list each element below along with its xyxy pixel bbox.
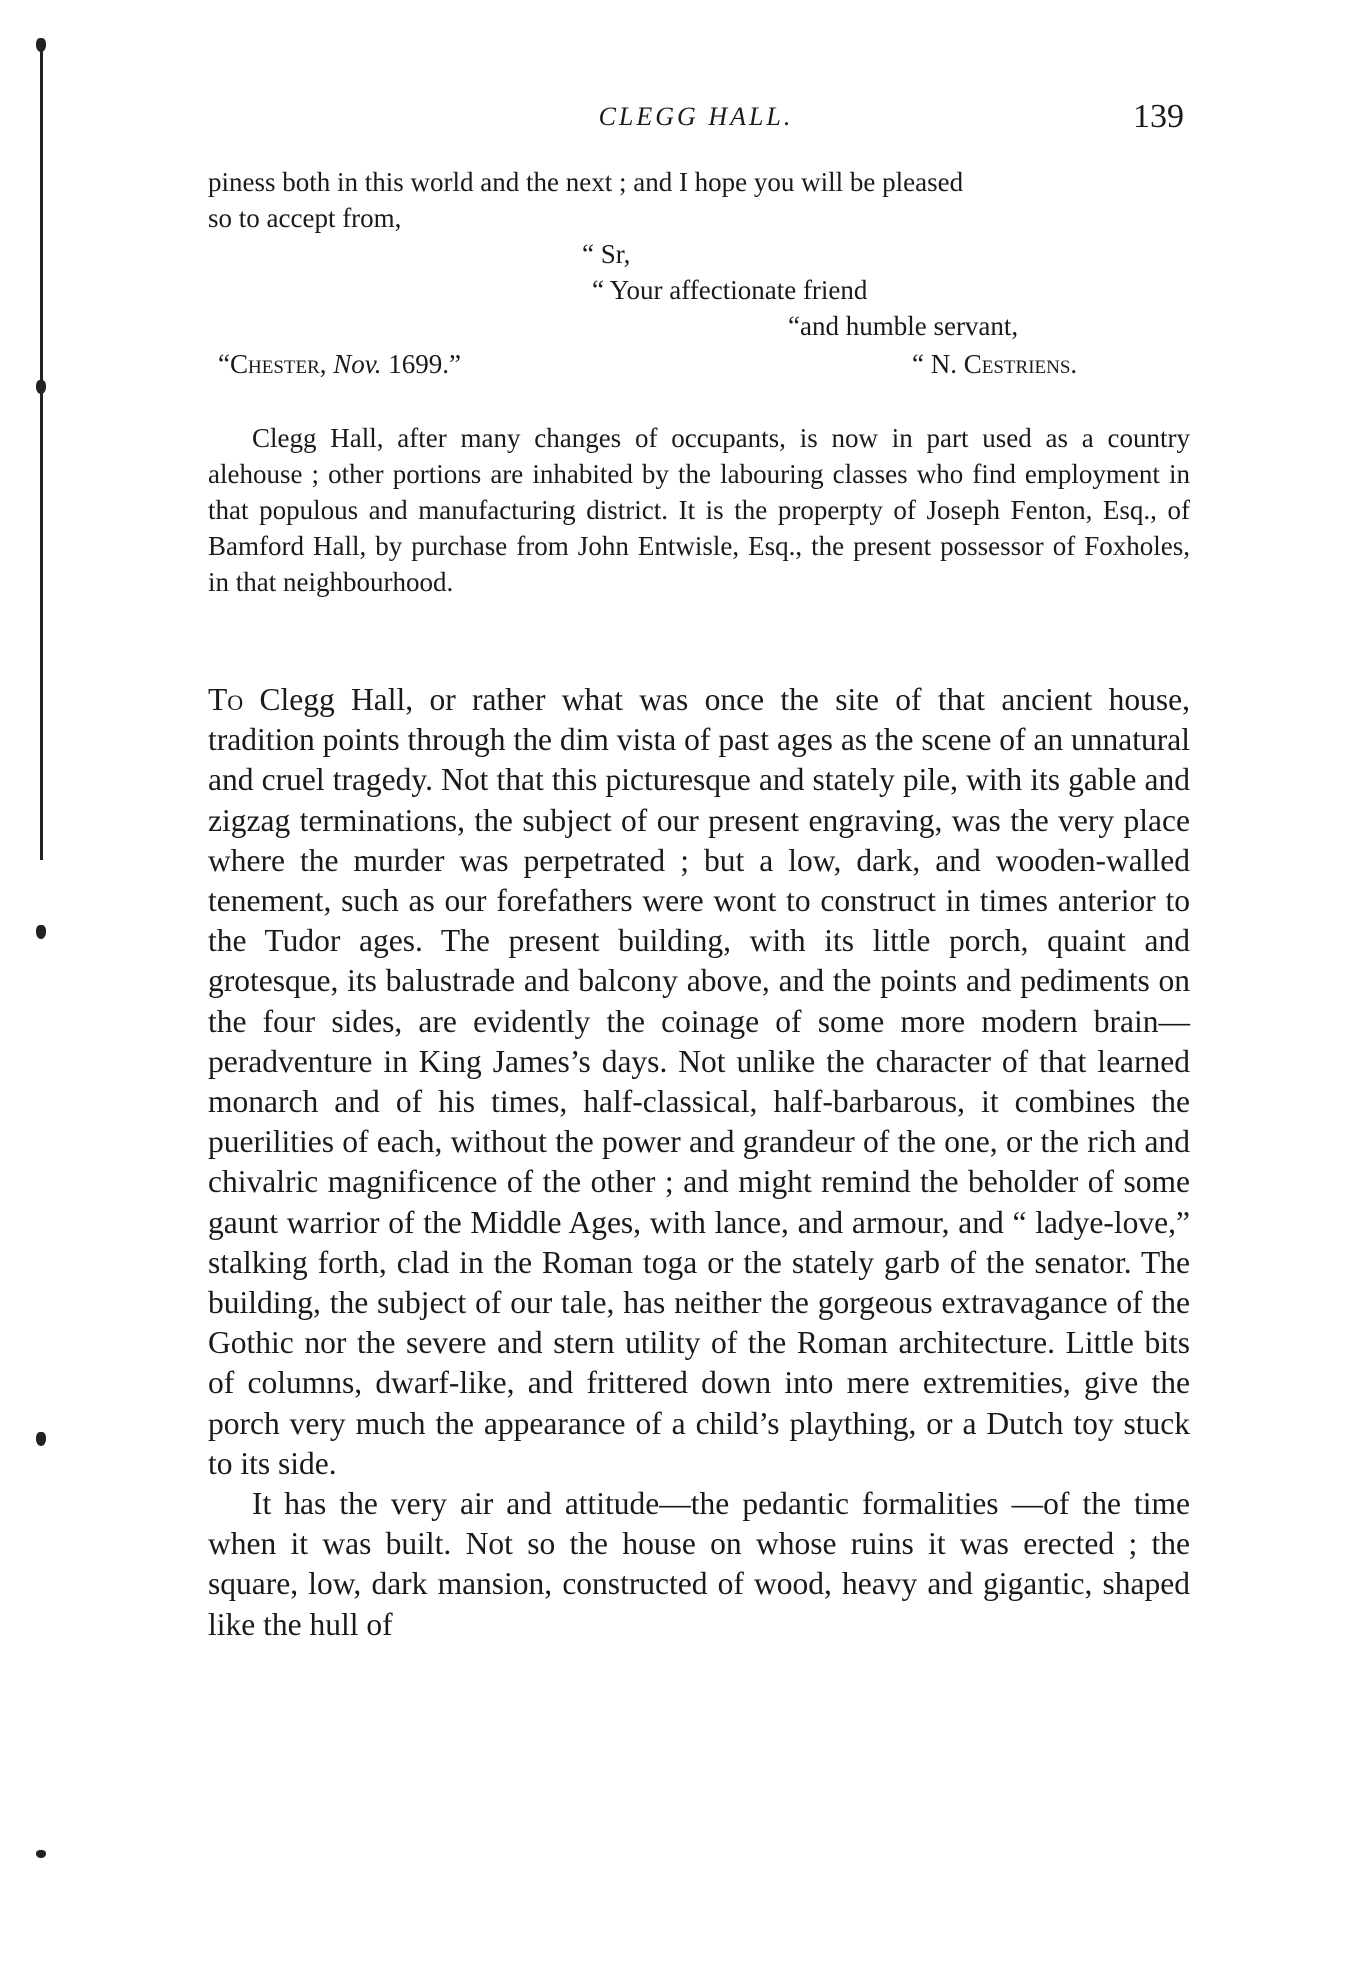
letter-line: so to accept from, [208,203,402,233]
binding-mark [36,38,46,52]
running-title: CLEGG HALL. [598,102,794,131]
letter-signature: “ N. Cestriens. [912,349,1078,379]
letter-text [208,164,1190,236]
letter-place-date [218,346,461,382]
binding-mark [36,1432,46,1446]
paragraph-lead: To [208,682,244,717]
page-header [208,98,1184,138]
letter-place: “Chester, [218,349,334,379]
letter-month: Nov. [333,349,382,379]
letter-year: 1699.” [381,349,462,379]
binding-mark [36,380,46,394]
letter-closing: “and humble servant, [788,311,1019,341]
letter-closing: “ Your affectionate friend [592,275,868,305]
body-paragraph [208,680,1190,1484]
body-text [208,680,1190,1645]
letter-salutation: “ Sr, [582,239,631,269]
paragraph-text: Clegg Hall, or rather what was once the site of that ancient house, tradition points through the dim vista of past ages as the scene of an unnatural and cruel tragedy. Not that this picturesque and stately pile, with its gable and zigzag terminations, the subject of our present engraving, was the very place where the murder was perpetrated ; but a low, dark, and wooden-walled tenement, such as our forefathers were wont to construct in times anterior to the Tudor ages. The present building, with its little porch, quaint and grotesque, its balustrade and balcony above, and the points and pediments on the four sides, are evidently the coinage of some more modern brain—peradventure in King James’s days. Not unlike the character of that learned monarch and of his times, half-classical, half-barbarous, it combines the puerilities of each, without the power and grandeur of the one, or the rich and chivalric magnificence of the other ; and might remind the beholder of some gaunt warrior of the Middle Ages, with lance, and armour, and “ ladye-love,” stalking forth, clad in the Roman toga or the stately garb of the senator. The building, the subject of our tale, has neither the gorgeous extravagance of the Gothic nor the severe and stern utility of the Roman architecture. Little bits of columns, dwarf-like, and frittered down into mere extremities, give the porch very much the appearance of a child’s plaything, or a Dutch toy stuck to its side. [208,682,1190,1481]
binding-edge-line [40,40,43,860]
note-text [208,420,1190,600]
body-paragraph: It has the very air and attitude—the pedantic formalities —of the time when it was built. Not so the house on whose ruins it was erected ; the square, low, dark mansion, constructed of wood, heavy and gigantic, shaped like the hull of [208,1486,1190,1642]
binding-mark [36,925,46,939]
note-paragraph: Clegg Hall, after many changes of occupants, is now in part used as a country alehouse ; other portions are inhabited by the labouring classes who find employment in that populous and manufacturing district. It is the properpty of Joseph Fenton, Esq., of Bamford Hall, by purchase from John Entwisle, Esq., the present possessor of Foxholes, in that neighbourhood. [208,423,1190,597]
letter-line: piness both in this world and the next ; and I hope you will be pleased [208,167,964,197]
binding-mark [36,1850,46,1858]
page-number: 139 [1133,98,1184,135]
